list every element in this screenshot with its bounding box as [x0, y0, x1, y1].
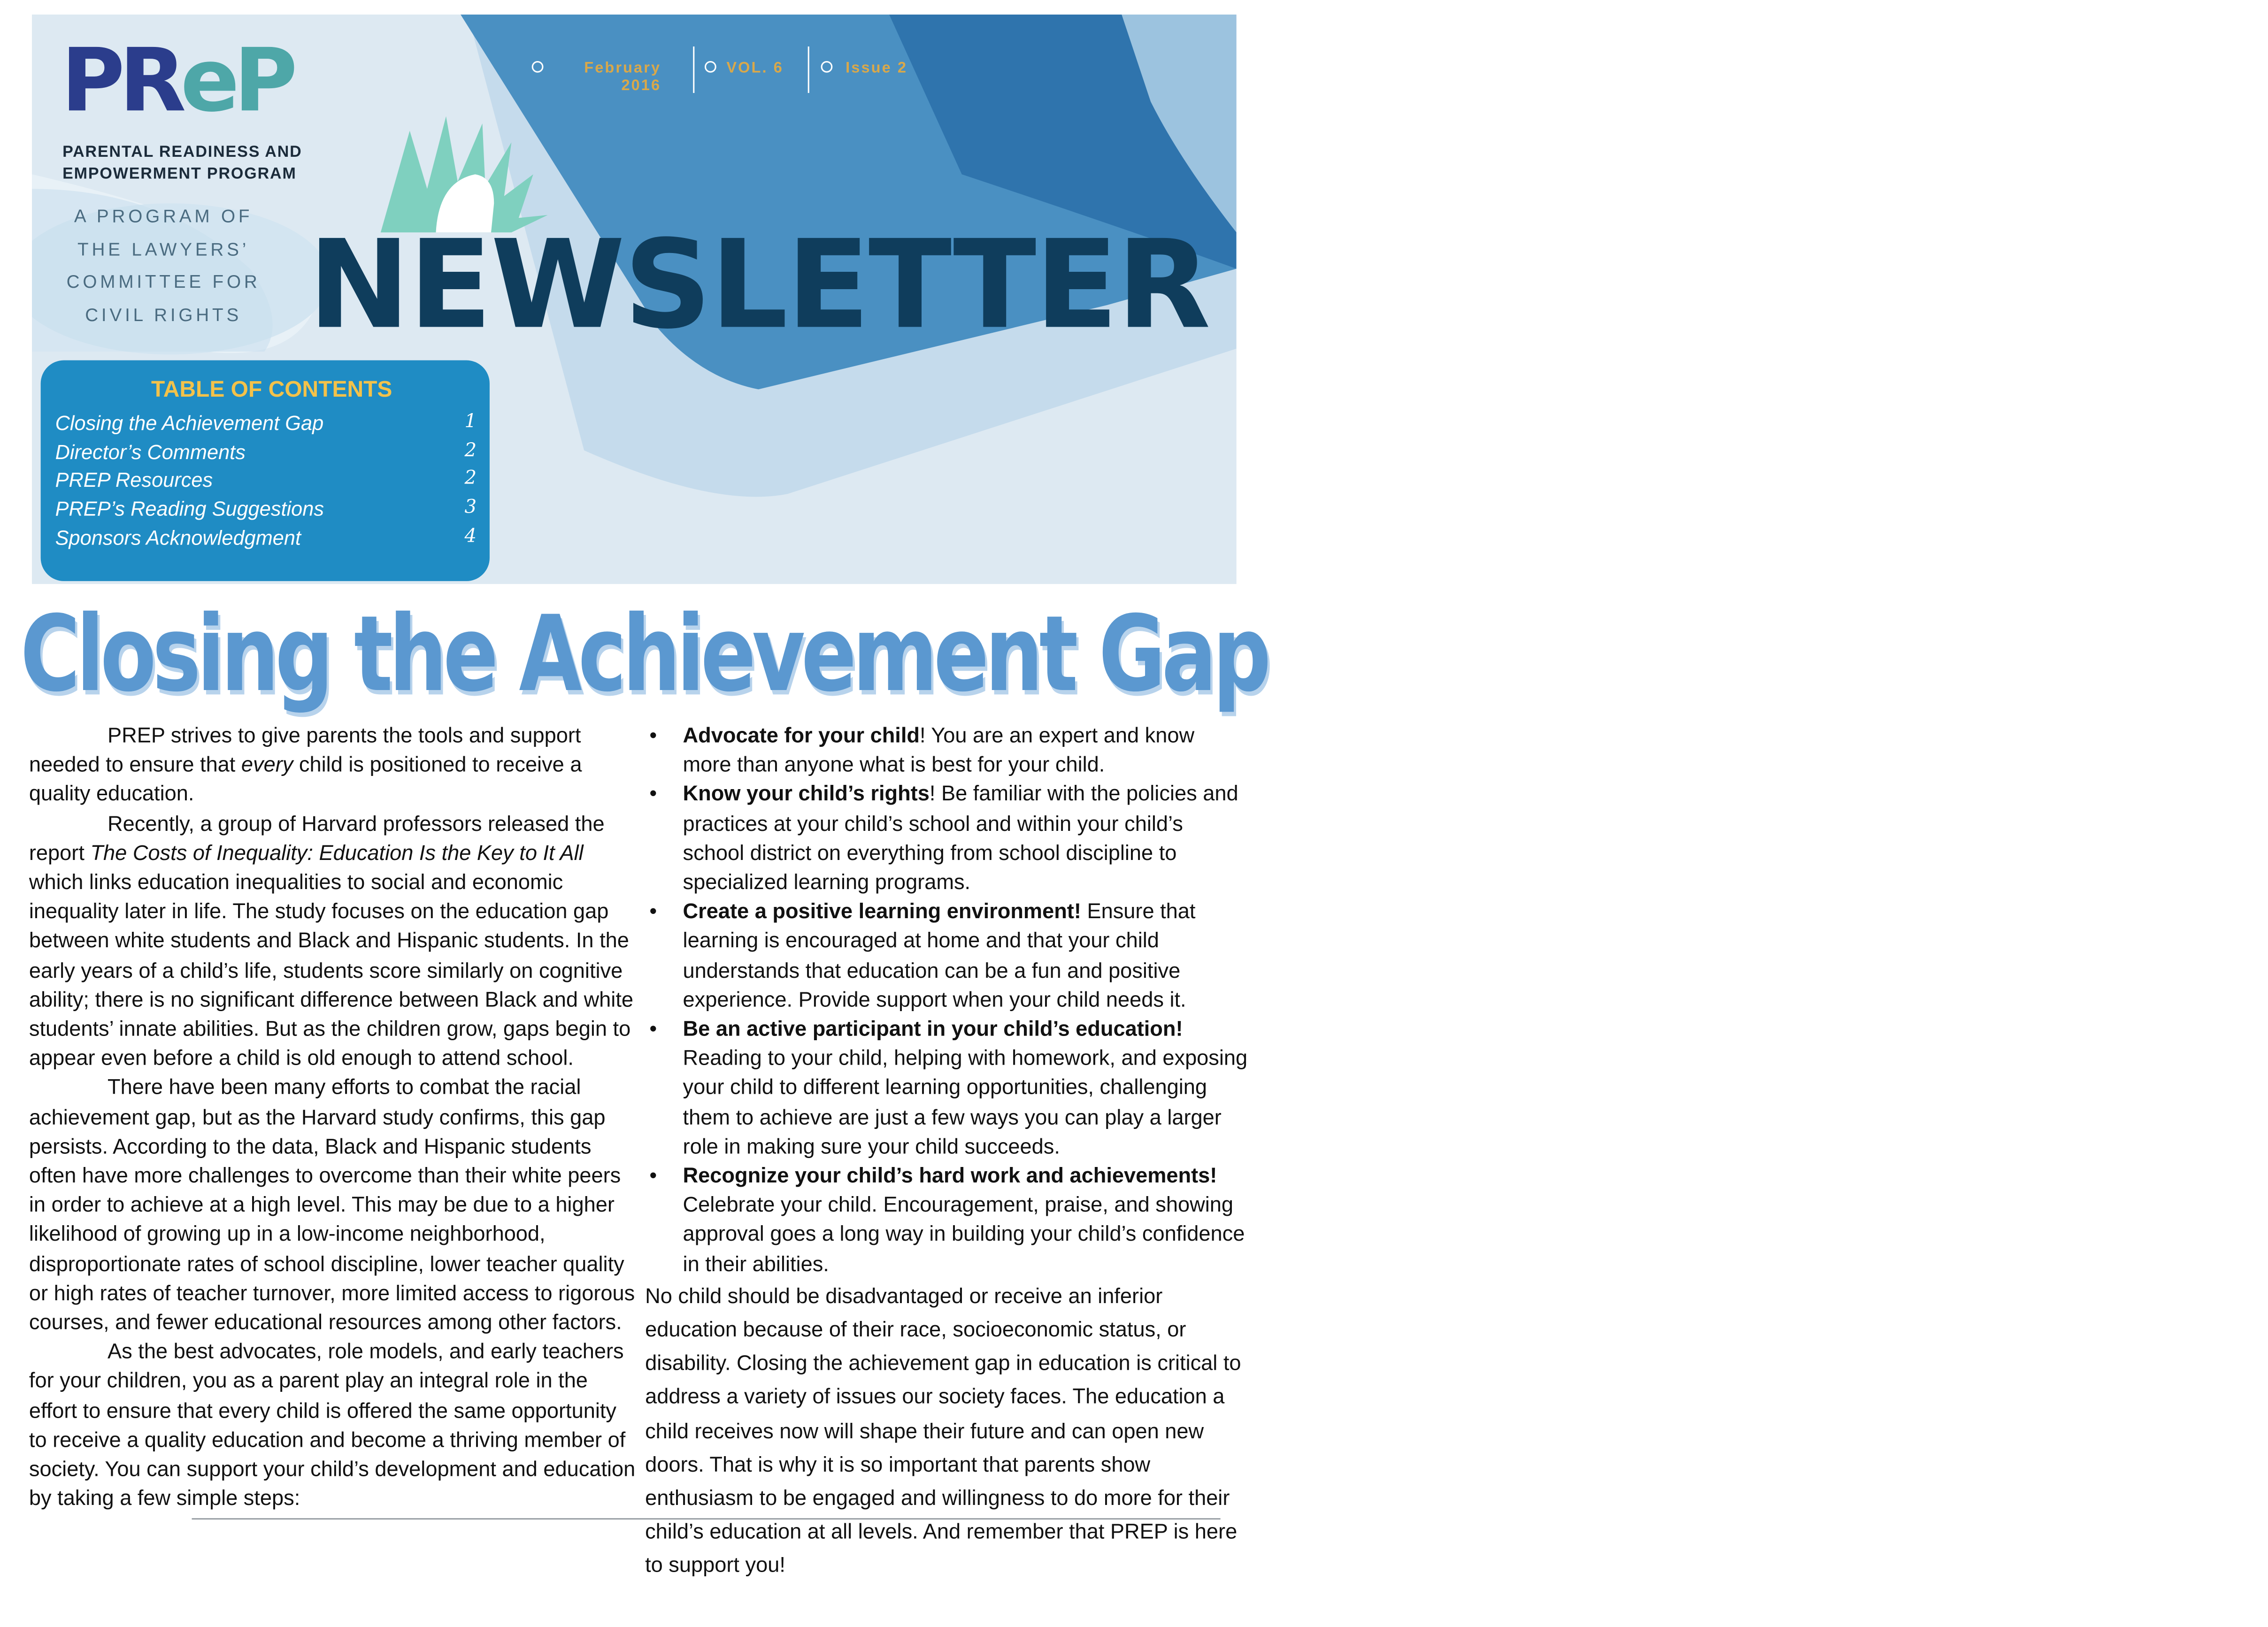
toc-item[interactable] [55, 411, 477, 440]
bullet-icon: • [649, 901, 657, 924]
article-heading: Closing the Achievement Gap [20, 592, 1268, 715]
program-name-line1: PARENTAL READINESS AND [62, 144, 302, 161]
issue-month: February [584, 59, 661, 77]
paragraph-text: Recently, a group of Harvard professors released the report [29, 813, 605, 866]
meta-divider [808, 46, 809, 93]
article-column-right [645, 722, 1248, 1584]
committee-line3: COMMITTEE FOR [66, 271, 261, 292]
article-paragraph-2 [29, 810, 639, 1074]
toc-item-page: 2 [464, 468, 477, 490]
report-title: The Costs of Inequality: Education Is the Key to It All [90, 842, 584, 866]
volume-bullet-icon [705, 61, 716, 73]
emphasis-text: every [241, 754, 293, 778]
issue-number: Issue 2 [846, 59, 908, 77]
table-of-contents [41, 361, 490, 581]
bullet-icon: • [649, 1018, 657, 1042]
toc-item[interactable] [55, 440, 477, 469]
logo-second-part: eP [180, 30, 292, 132]
toc-item-label: Director’s Comments [55, 440, 246, 464]
toc-item-page: 3 [464, 497, 477, 519]
toc-item-label: Sponsors Acknowledgment [55, 526, 301, 549]
issue-bullet-icon [821, 61, 833, 73]
bullet-text: ! You are an expert and know more than anyone what is best for your child. [683, 725, 1195, 778]
list-item [645, 898, 1248, 1015]
paragraph-text: which links education inequalities to social and economic inequality later in life. The study focuses on the education gap between white students and Black and Hispanic students. In the early years of a child’s life, students score similarly on cognitive ability; there is no significant difference between Black and white students’ innate abilities. But as the children grow, gaps begin to appear even before a child is old enough to attend school. [29, 871, 634, 1071]
bullet-lead: Create a positive learning environment! [683, 901, 1081, 924]
toc-item-label: PREP Resources [55, 468, 213, 491]
bullet-text: Reading to your child, helping with homework, and exposing your child to different learning opportunities, challenging them to achieve are just a few ways you can play a larger role in making sure your child succeeds. [683, 1048, 1248, 1159]
bullet-icon: • [649, 1165, 657, 1189]
toc-item-page: 2 [464, 440, 477, 462]
toc-item[interactable] [55, 526, 477, 555]
bullet-text: Ensure that learning is encouraged at home and that your child understands that education can be a fun and positive experience. Provide support when your child needs it. [683, 901, 1196, 1013]
date-bullet-icon [532, 61, 544, 73]
committee-line1: A PROGRAM OF [74, 206, 253, 227]
list-item [645, 781, 1248, 898]
toc-heading: TABLE OF CONTENTS [151, 377, 392, 403]
bullet-lead: Know your child’s rights [683, 783, 930, 807]
article-paragraph-1 [29, 722, 639, 810]
closing-paragraph: No child should be disadvantaged or receive an inferior education because of their race, socioeconomic status, or disability. Closing the achievement gap in education is critical to address a variety of issues our society faces. The education a child receives now will shape their future and can open new doors. That is why it is so important that parents show enthusiasm to be engaged and willingness to do more for their child’s education at all levels. And remember that PREP is here to support you! [645, 1285, 1241, 1579]
newsletter-title: NEWSLETTER [308, 213, 1209, 356]
prep-logo: PReP [61, 30, 292, 132]
list-item [645, 1162, 1248, 1280]
article-column-left [29, 722, 639, 1514]
bullet-lead: Be an active participant in your child’s education! [683, 1018, 1183, 1042]
bullet-lead: Advocate for your child [683, 725, 920, 748]
committee-line4: CIVIL RIGHTS [85, 304, 242, 325]
bullet-icon: • [649, 725, 657, 748]
volume-number: VOL. 6 [726, 59, 784, 77]
committee-line2: THE LAWYERS’ [77, 239, 250, 260]
bullet-text: Celebrate your child. Encouragement, praise, and showing approval goes a long way in building your child’s confidence in their abilities. [683, 1194, 1245, 1277]
divider-line [192, 1518, 1221, 1520]
committee-tagline [44, 200, 284, 331]
bullet-text: ! Be familiar with the policies and practices at your child’s school and within your child’s school district on everything from school discipline to specialized learning programs. [683, 783, 1238, 895]
bullet-icon: • [649, 783, 657, 807]
toc-item-page: 4 [464, 526, 477, 548]
toc-item[interactable] [55, 468, 477, 497]
toc-item-label: Closing the Achievement Gap [55, 411, 324, 435]
newsletter-header [32, 15, 1237, 584]
program-name-line2: EMPOWERMENT PROGRAM [62, 165, 297, 183]
issue-date [574, 60, 661, 94]
toc-item-page: 1 [464, 411, 477, 433]
article-paragraph-3: There have been many efforts to combat the racial achievement gap, but as the Harvard study confirms, this gap persists. According to the data, Black and Hispanic students often have more challenges to overcome than their white peers in order to achieve at a high level. This may be due to a higher likelihood of growing up in a low-income neighborhood, disproportionate rates of school discipline, lower teacher quality or high rates of teacher turnover, more limited access to rigorous courses, and fewer educational resources among other factors. [29, 1077, 635, 1335]
list-item [645, 722, 1248, 781]
toc-item-label: PREP’s Reading Suggestions [55, 497, 324, 520]
meta-divider [693, 46, 694, 93]
paragraph-text: PREP strives to give parents the tools and support needed to ensure that [29, 725, 581, 778]
program-name [62, 142, 353, 186]
paragraph-text: child is positioned to receive a quality education. [29, 754, 582, 807]
issue-year: 2016 [621, 77, 661, 95]
bullet-lead: Recognize your child’s hard work and achievements! [683, 1165, 1217, 1189]
list-item [645, 1015, 1248, 1162]
toc-item[interactable] [55, 497, 477, 526]
article-paragraph-4: As the best advocates, role models, and early teachers for your children, you as a parent play an integral role in the effort to ensure that every child is offered the same opportunity to receive a quality education and become a thriving member of society. You can support your child’s development and education by taking a few simple steps: [29, 1341, 636, 1512]
